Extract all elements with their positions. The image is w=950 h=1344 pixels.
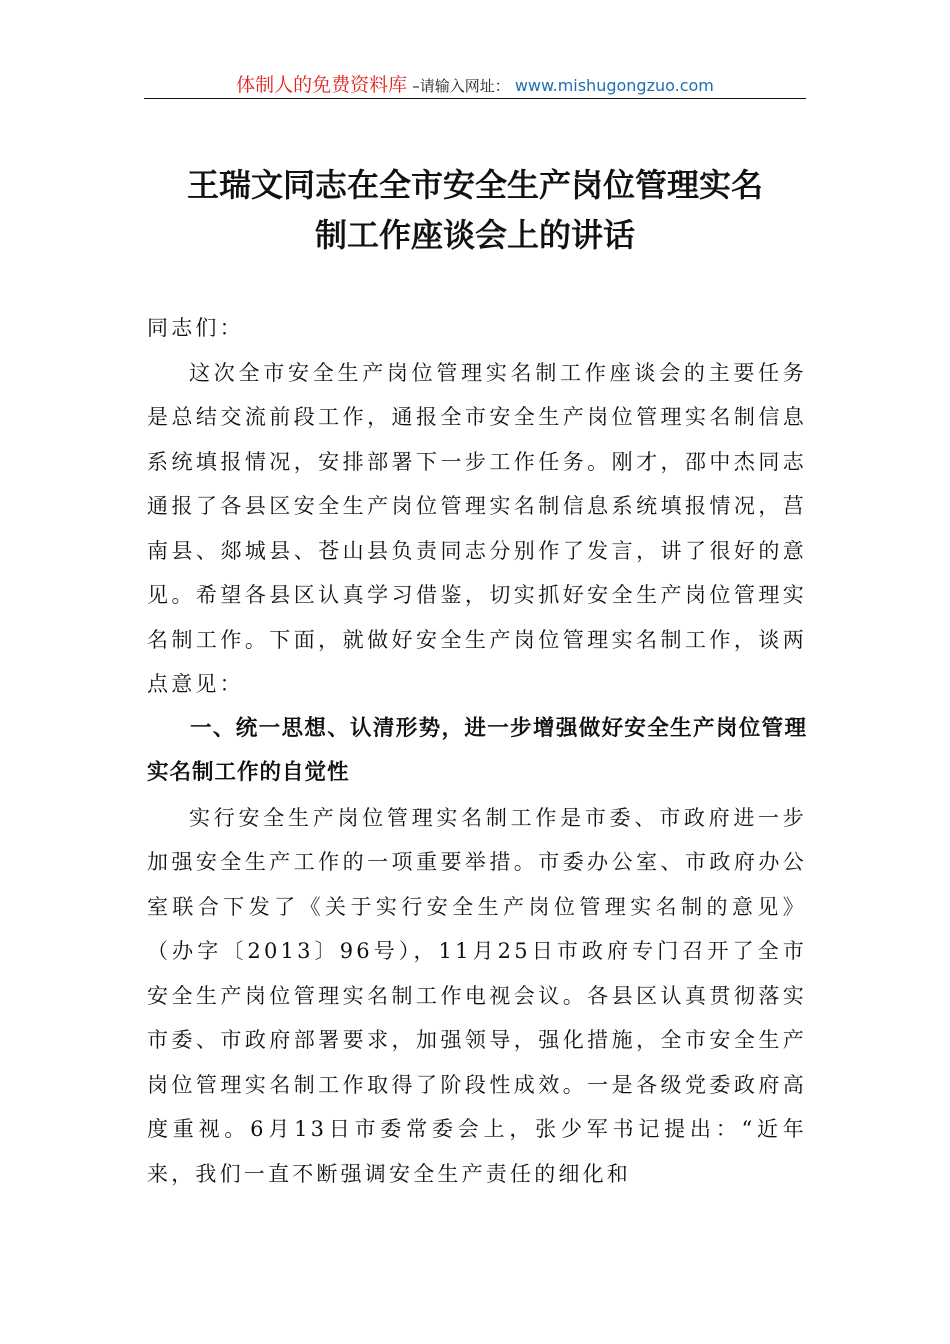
salutation: 同志们：: [147, 316, 244, 340]
document-body: [147, 306, 807, 1196]
section-heading-1: 一、统一思想、认清形势，进一步增强做好安全生产岗位管理实名制工作的自觉性: [147, 715, 807, 785]
title-line-1: 王瑞文同志在全市安全生产岗位管理实名: [186, 166, 763, 204]
header-brand: 体制人的免费资料库: [236, 74, 408, 96]
body-paragraph-intro: 这次全市安全生产岗位管理实名制工作座谈会的主要任务是总结交流前段工作，通报全市安全生产岗位管理实名制信息系统填报情况，安排部署下一步工作任务。刚才，邵中杰同志通报了各县区安全生产岗位管理实名制信息系统填报情况，莒南县、郯城县、苍山县负责同志分别作了发言，讲了很好的意见。希望各县区认真学习借鉴，切实抓好安全生产岗位管理实名制工作。下面，就做好安全生产岗位管理实名制工作，谈两点意见：: [147, 360, 807, 696]
header-url-link[interactable]: www.mishugongzuo.com: [514, 76, 714, 95]
title-line-2: 制工作座谈会上的讲话: [314, 216, 635, 254]
document-title: [144, 160, 806, 260]
header-divider: [144, 98, 806, 99]
page-header: [144, 70, 806, 97]
header-prompt: –请输入网址：: [412, 77, 510, 95]
body-paragraph-section-1: 实行安全生产岗位管理实名制工作是市委、市政府进一步加强安全生产工作的一项重要举措。市委办公室、市政府办公室联合下发了《关于实行安全生产岗位管理实名制的意见》（办字〔2013〕96号），11月25日市政府专门召开了全市安全生产岗位管理实名制工作电视会议。各县区认真贯彻落实市委、市政府部署要求，加强领导，强化措施，全市安全生产岗位管理实名制工作取得了阶段性成效。一是各级党委政府高度重视。6月13日市委常委会上，张少军书记提出：“近年来，我们一直不断强调安全生产责任的细化和: [147, 805, 807, 1186]
